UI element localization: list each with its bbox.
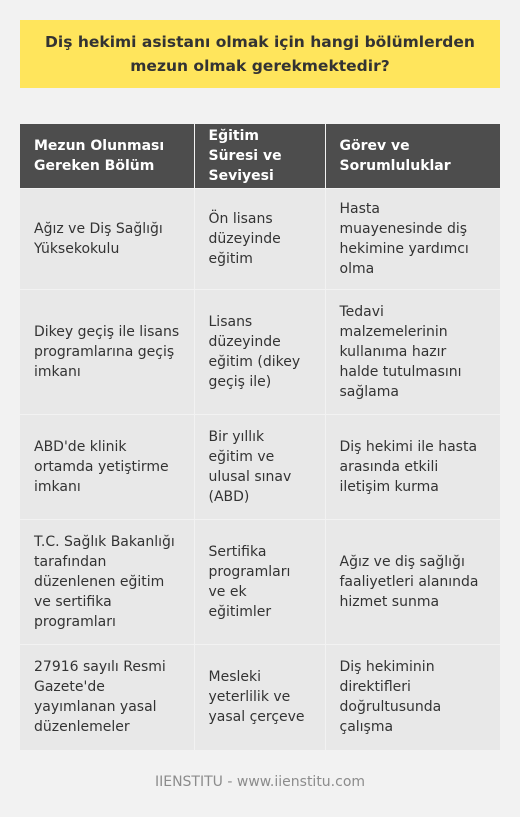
table-cell: Lisans düzeyinde eğitim (dikey geçiş ile) bbox=[194, 290, 325, 415]
info-table bbox=[20, 124, 500, 750]
table-cell: ABD'de klinik ortamda yetiştirme imkanı bbox=[20, 415, 194, 520]
table-cell: Ağız ve diş sağlığı faaliyetleri alanında hizmet sunma bbox=[325, 520, 500, 645]
table-header-row bbox=[20, 124, 500, 189]
table-row bbox=[20, 189, 500, 290]
table-cell: Dikey geçiş ile lisans programlarına geçiş imkanı bbox=[20, 290, 194, 415]
table-row bbox=[20, 415, 500, 520]
table-row bbox=[20, 520, 500, 645]
table-cell: Hasta muayenesinde diş hekimine yardımcı olma bbox=[325, 189, 500, 290]
column-header-egitim: Eğitim Süresi ve Seviyesi bbox=[194, 124, 325, 189]
table-cell: Ağız ve Diş Sağlığı Yüksekokulu bbox=[20, 189, 194, 290]
column-header-gorev: Görev ve Sorumluluklar bbox=[325, 124, 500, 189]
table-cell: T.C. Sağlık Bakanlığı tarafından düzenlenen eğitim ve sertifika programları bbox=[20, 520, 194, 645]
table-cell: Tedavi malzemelerinin kullanıma hazır halde tutulmasını sağlama bbox=[325, 290, 500, 415]
table-cell: 27916 sayılı Resmi Gazete'de yayımlanan yasal düzenlemeler bbox=[20, 645, 194, 750]
table-cell: Diş hekimi ile hasta arasında etkili iletişim kurma bbox=[325, 415, 500, 520]
table-cell: Bir yıllık eğitim ve ulusal sınav (ABD) bbox=[194, 415, 325, 520]
column-header-bolum: Mezun Olunması Gereken Bölüm bbox=[20, 124, 194, 189]
table-row bbox=[20, 290, 500, 415]
table-cell: Diş hekiminin direktifleri doğrultusunda çalışma bbox=[325, 645, 500, 750]
table-cell: Mesleki yeterlilik ve yasal çerçeve bbox=[194, 645, 325, 750]
table-cell: Sertifika programları ve ek eğitimler bbox=[194, 520, 325, 645]
page-title: Diş hekimi asistanı olmak için hangi bölümlerden mezun olmak gerekmektedir? bbox=[45, 33, 475, 75]
footer-credit: IIENSTITU - www.iienstitu.com bbox=[154, 774, 366, 790]
table-cell: Ön lisans düzeyinde eğitim bbox=[194, 189, 325, 290]
title-banner bbox=[20, 20, 500, 88]
table-row bbox=[20, 645, 500, 750]
